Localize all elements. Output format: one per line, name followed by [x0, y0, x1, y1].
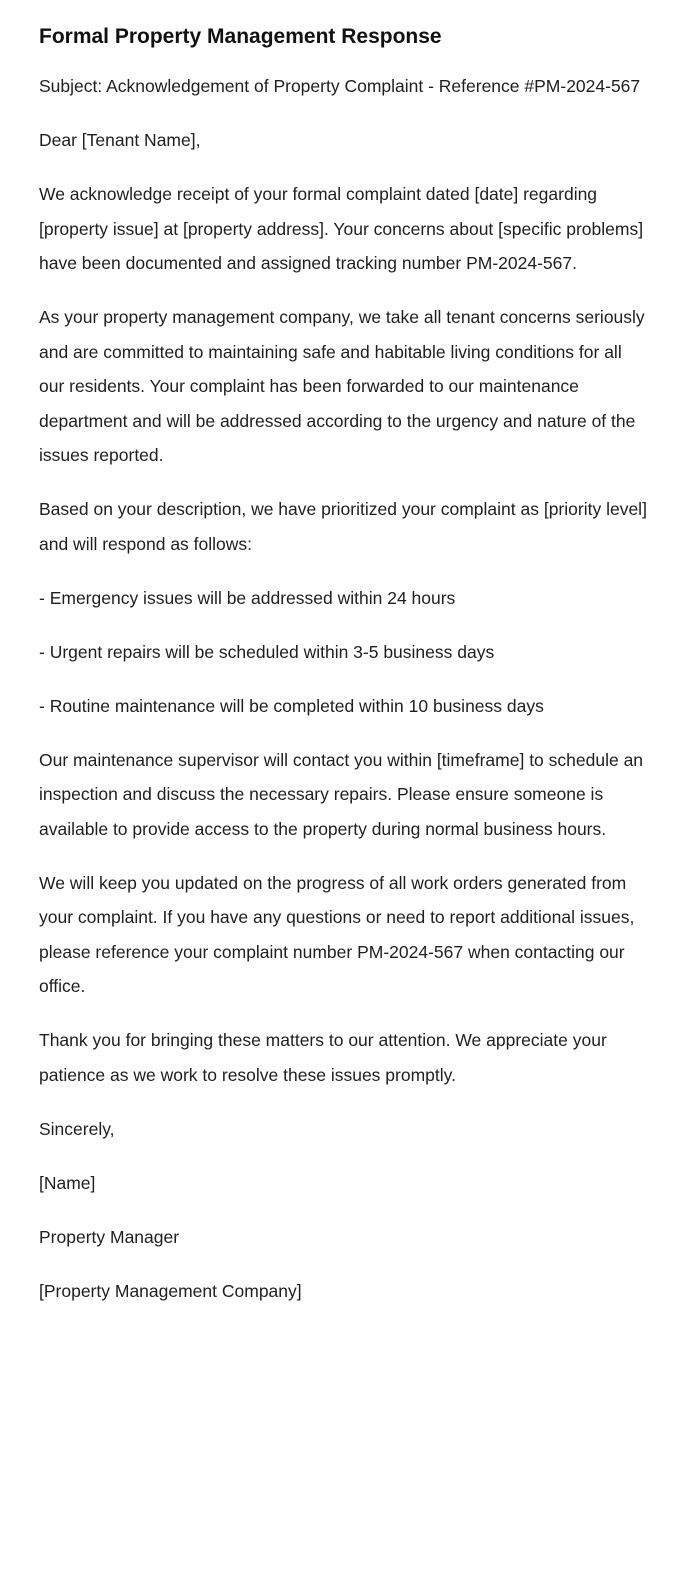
body-paragraph-updates: We will keep you updated on the progress of all work orders generated from your complaint. If you have any questions or need to report additional issues, please reference your complaint number PM-2024-567 when contacting our office.	[39, 872, 635, 996]
salutation: Dear [Tenant Name],	[39, 130, 201, 150]
signature-role: Property Manager	[39, 1226, 180, 1247]
body-paragraph-priority-intro: Based on your description, we have prioritized your complaint as [priority level] and will respond as follows:	[39, 499, 647, 554]
body-paragraph-acknowledgement: We acknowledge receipt of your formal complaint dated [date] regarding [property issue] at [property address]. Your concerns about [specific problems] have been documented and assigned tracking number PM-2024-567.	[39, 184, 644, 273]
list-item-routine: - Routine maintenance will be completed within 10 business days	[39, 695, 544, 716]
closing-sincerely: Sincerely,	[39, 1118, 115, 1139]
signature-company: [Property Management Company]	[39, 1280, 302, 1301]
list-item-urgent: - Urgent repairs will be scheduled within 3-5 business days	[39, 641, 495, 662]
list-item-emergency: - Emergency issues will be addressed within 24 hours	[39, 587, 456, 608]
body-paragraph-thanks: Thank you for bringing these matters to our attention. We appreciate your patience as we work to resolve these issues promptly.	[39, 1030, 607, 1085]
document-title: Formal Property Management Response	[39, 25, 442, 48]
signature-name: [Name]	[39, 1172, 96, 1193]
subject-line: Subject: Acknowledgement of Property Complaint - Reference #PM-2024-567	[39, 76, 641, 96]
body-paragraph-commitment: As your property management company, we take all tenant concerns seriously and are committed to maintaining safe and habitable living conditions for all our residents. Your complaint has been forwarded to our maintenance department and will be addressed according to the urgency and nature of the issues reported.	[39, 307, 645, 465]
body-paragraph-supervisor-contact: Our maintenance supervisor will contact you within [timeframe] to schedule an inspection and discuss the necessary repairs. Please ensure someone is available to provide access to the property during normal business hours.	[39, 749, 644, 839]
